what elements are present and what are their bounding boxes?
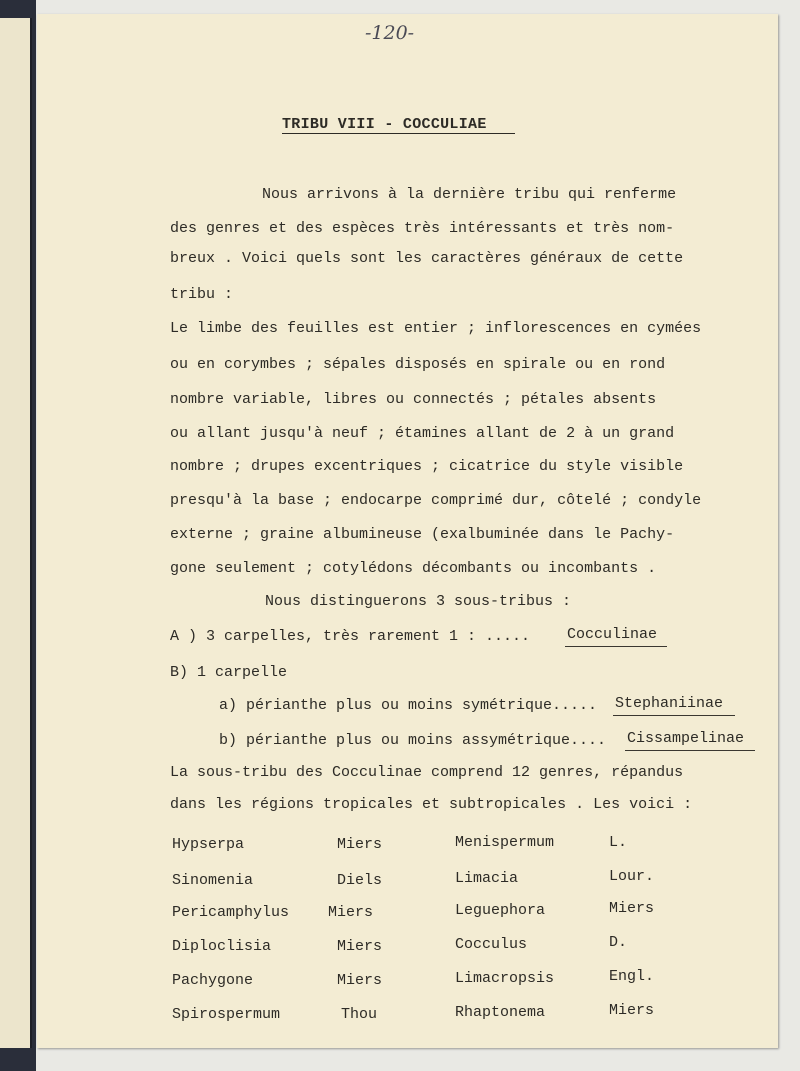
genus-name: Rhaptonema — [455, 1004, 546, 1021]
tribe-title: TRIBU VIII - COCCULIAE — [282, 116, 487, 133]
paragraph-line: La sous-tribu des Cocculinae comprend 12 genres, répandus — [170, 764, 684, 781]
key-entry-bb: b) périanthe plus ou moins assymétrique.... — [219, 732, 607, 749]
paragraph-line: ou en corymbes ; sépales disposés en spirale ou en rond — [170, 356, 666, 373]
genus-name: Diploclisia — [172, 938, 272, 955]
paragraph-line: des genres et des espèces très intéressants et très nom- — [170, 220, 675, 237]
genus-name: Limacropsis — [455, 970, 555, 987]
genus-name: Menispermum — [455, 834, 555, 851]
genus-name: Pachygone — [172, 972, 254, 989]
key-entry-b: B) 1 carpelle — [170, 664, 288, 681]
paragraph-line: Le limbe des feuilles est entier ; inflorescences en cymées — [170, 320, 702, 337]
paragraph-line: nombre ; drupes excentriques ; cicatrice du style visible — [170, 458, 684, 475]
paragraph-line: breux . Voici quels sont les caractères généraux de cette — [170, 250, 684, 267]
genus-author: D. — [609, 934, 628, 951]
genus-author: Miers — [609, 1002, 655, 1019]
facing-page-edge — [0, 18, 32, 1048]
paragraph-line: externe ; graine albumineuse (exalbuminée dans le Pachy- — [170, 526, 675, 543]
paragraph-line: ou allant jusqu'à neuf ; étamines allant de 2 à un grand — [170, 425, 675, 442]
genus-author: Miers — [337, 972, 383, 989]
genus-name: Pericamphylus — [172, 904, 290, 921]
paragraph-line: nombre variable, libres ou connectés ; pétales absents — [170, 391, 657, 408]
genus-name: Cocculus — [455, 936, 528, 953]
key-entry-ba: a) périanthe plus ou moins symétrique..... — [219, 697, 598, 714]
genus-author: Engl. — [609, 968, 655, 985]
genus-author: Miers — [609, 900, 655, 917]
genus-name: Hypserpa — [172, 836, 245, 853]
paragraph-line: Nous distinguerons 3 sous-tribus : — [265, 593, 572, 610]
typewritten-page — [37, 14, 778, 1048]
page-number: -120- — [365, 22, 415, 44]
genus-author: Diels — [337, 872, 383, 889]
paragraph-line: tribu : — [170, 286, 234, 303]
paragraph-line: presqu'à la base ; endocarpe comprimé dur, côtelé ; condyle — [170, 492, 702, 509]
genus-name: Limacia — [455, 870, 519, 887]
paragraph-line: gone seulement ; cotylédons décombants ou incombants . — [170, 560, 657, 577]
subtribe-underline — [565, 646, 667, 647]
title-underline — [282, 133, 515, 134]
genus-author: Miers — [328, 904, 374, 921]
genus-name: Leguephora — [455, 902, 546, 919]
genus-author: Miers — [337, 836, 383, 853]
subtribe-name: Cocculinae — [567, 626, 658, 643]
genus-author: L. — [609, 834, 628, 851]
paragraph-line: dans les régions tropicales et subtropicales . Les voici : — [170, 796, 693, 813]
subtribe-name: Stephaniinae — [615, 695, 724, 712]
genus-name: Sinomenia — [172, 872, 254, 889]
genus-author: Lour. — [609, 868, 655, 885]
genus-author: Thou — [341, 1006, 378, 1023]
paragraph-line: Nous arrivons à la dernière tribu qui renferme — [262, 186, 677, 203]
subtribe-name: Cissampelinae — [627, 730, 745, 747]
key-entry-a: A ) 3 carpelles, très rarement 1 : ..... — [170, 628, 531, 645]
subtribe-underline — [625, 750, 755, 751]
genus-name: Spirospermum — [172, 1006, 281, 1023]
genus-author: Miers — [337, 938, 383, 955]
subtribe-underline — [613, 715, 735, 716]
